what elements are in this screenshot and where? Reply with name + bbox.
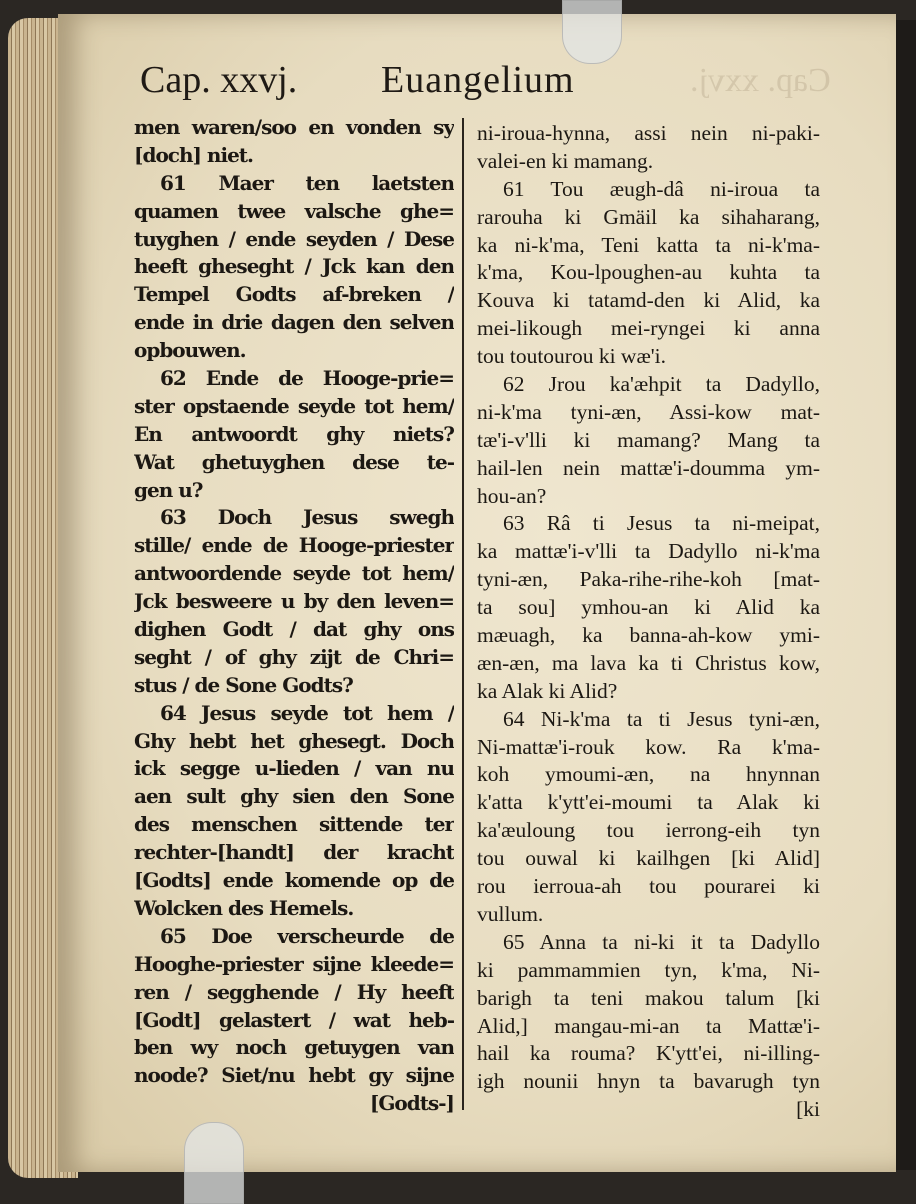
text-line: [Godts] ende komende op de xyxy=(134,868,454,893)
text-line: Wat ghetuyghen dese te- xyxy=(134,449,454,474)
text-line: hou-an? xyxy=(477,483,547,508)
show-through-header: Cap. xxvj. xyxy=(690,62,831,99)
text-line: opbouwen. xyxy=(134,338,246,363)
text-line: ni-iroua-hynna, assi nein ni-paki- xyxy=(477,121,820,145)
text-line: ka ni-k'ma, Teni katta ta ni-k'ma- xyxy=(477,232,820,257)
text-line: stus / de Sone Godts? xyxy=(134,672,353,697)
text-line: stille/ ende de Hooge-priester xyxy=(134,533,454,558)
text-line: mæuagh, ka banna-ah-kow ymi- xyxy=(477,623,820,648)
text-line: gen u? xyxy=(134,477,203,502)
dutch-column xyxy=(134,114,454,1118)
text-line: rou ierroua-ah tou pourarei ki xyxy=(477,874,820,899)
text-line: [doch] niet. xyxy=(134,142,253,167)
text-line: hail-len nein mattæ'i-doumma ym- xyxy=(477,455,820,480)
text-line: ick segge u-lieden / van nu xyxy=(134,756,454,781)
text-line: rechter-[handt] der kracht xyxy=(134,840,454,865)
text-line: Ghy hebt het ghesegt. Doch xyxy=(134,728,454,753)
text-line: men waren/soo en vonden sy xyxy=(134,115,454,139)
text-line: ka Alak ki Alid? xyxy=(477,678,618,703)
text-line: seght / of ghy zijt de Chri= xyxy=(134,644,454,669)
text-line: Ni-mattæ'i-rouk kow. Ra k'ma- xyxy=(477,734,820,759)
text-line: koh ymoumi-æn, na hnynnan xyxy=(477,762,820,787)
text-line: barigh ta teni makou talum [ki xyxy=(477,985,820,1010)
text-line: [Godt] gelastert / wat heb- xyxy=(134,1007,454,1032)
text-line: ende in drie dagen den selven xyxy=(134,310,454,335)
text-line: Tempel Godts af-breken / xyxy=(134,282,454,307)
text-line: noode? Siet/nu hebt gy sijne xyxy=(134,1063,454,1088)
text-line: quamen twee valsche ghe= xyxy=(134,198,454,223)
text-line: 65 Anna ta ni-ki it ta Dadyllo xyxy=(503,929,820,954)
text-line: ben wy noch getuygen van xyxy=(134,1035,454,1060)
text-line: k'atta k'ytt'ei-moumi ta Alak ki xyxy=(477,790,820,815)
chapter-heading: Cap. xxvj. xyxy=(140,59,298,101)
text-line: vullum. xyxy=(477,901,544,926)
text-line: tuyghen / ende seyden / Dese xyxy=(134,226,454,251)
text-line: ni-k'ma tyni-æn, Assi-kow mat- xyxy=(477,399,820,424)
text-line: 61 Tou æugh-dâ ni-iroua ta xyxy=(503,176,820,201)
text-line: igh nounii hnyn ta bavarugh tyn xyxy=(477,1069,820,1094)
text-line: [ki xyxy=(796,1097,820,1122)
text-line: 64 Jesus seyde tot hem / xyxy=(160,700,454,725)
text-line: dighen Godt / dat ghy ons xyxy=(134,617,454,642)
formosan-column xyxy=(477,120,820,1124)
text-line: ka mattæ'i-v'lli ta Dadyllo ni-k'ma xyxy=(477,539,820,564)
column-divider xyxy=(462,118,464,1110)
text-line: ren / segghende / Hy heeft xyxy=(134,979,454,1004)
text-line: antwoordende seyde tot hem/ xyxy=(134,561,454,586)
running-title: Euangelium xyxy=(381,59,575,101)
text-line: ki pammammien tyn, k'ma, Ni- xyxy=(477,957,820,982)
text-line: tyni-æn, Paka-rihe-rihe-koh [mat- xyxy=(477,567,820,592)
text-line: [Godts-] xyxy=(369,1091,454,1116)
text-line: 64 Ni-k'ma ta ti Jesus tyni-æn, xyxy=(503,706,820,731)
text-line: 62 Ende de Hooge-prie= xyxy=(160,366,454,391)
text-line: mei-likough mei-ryngei ki anna xyxy=(477,316,820,341)
text-line: 65 Doe verscheurde de xyxy=(160,923,454,948)
text-line: Jck besweere u by den leven= xyxy=(134,589,454,614)
text-line: ster opstaende seyde tot hem/ xyxy=(134,393,454,418)
text-line: des menschen sittende ter xyxy=(134,812,454,837)
page-clip-top xyxy=(562,0,622,64)
text-line: valei-en ki mamang. xyxy=(477,148,654,173)
text-line: Kouva ki tatamd-den ki Alid, ka xyxy=(477,288,820,313)
text-line: 63 Râ ti Jesus ta ni-meipat, xyxy=(503,511,820,536)
text-line: hail ka rouma? K'ytt'ei, ni-illing- xyxy=(477,1041,820,1066)
text-line: 62 Jrou ka'æhpit ta Dadyllo, xyxy=(503,372,820,397)
text-line: tæ'i-v'lli ki mamang? Mang ta xyxy=(477,427,820,452)
text-line: ta sou] ymhou-an ki Alid ka xyxy=(477,595,820,620)
text-line: rarouha ki Gmäil ka sihaharang, xyxy=(477,204,820,229)
text-line: 63 Doch Jesus swegh xyxy=(160,505,454,530)
text-line: Alid,] mangau-mi-an ta Mattæ'i- xyxy=(477,1013,820,1038)
text-line: tou toutourou ki wæ'i. xyxy=(477,344,667,369)
text-line: En antwoordt ghy niets? xyxy=(134,421,454,446)
text-line: heeft gheseght / Jck kan den xyxy=(134,254,454,279)
text-line: tou ouwal ki kailhgen [ki Alid] xyxy=(477,846,820,871)
text-line: æn-æn, ma lava ka ti Christus kow, xyxy=(477,650,820,675)
page-clip-bottom xyxy=(184,1122,244,1204)
text-line: ka'æuloung tou ierrong-eih tyn xyxy=(477,818,820,843)
text-line: 61 Maer ten laetsten xyxy=(160,170,454,195)
text-line: k'ma, Kou-lpoughen-au kuhta ta xyxy=(477,260,820,285)
text-line: Hooghe-priester sijne kleede= xyxy=(134,951,454,976)
text-line: Wolcken des Hemels. xyxy=(134,895,354,920)
text-line: aen sult ghy sien den Sone xyxy=(134,784,454,809)
